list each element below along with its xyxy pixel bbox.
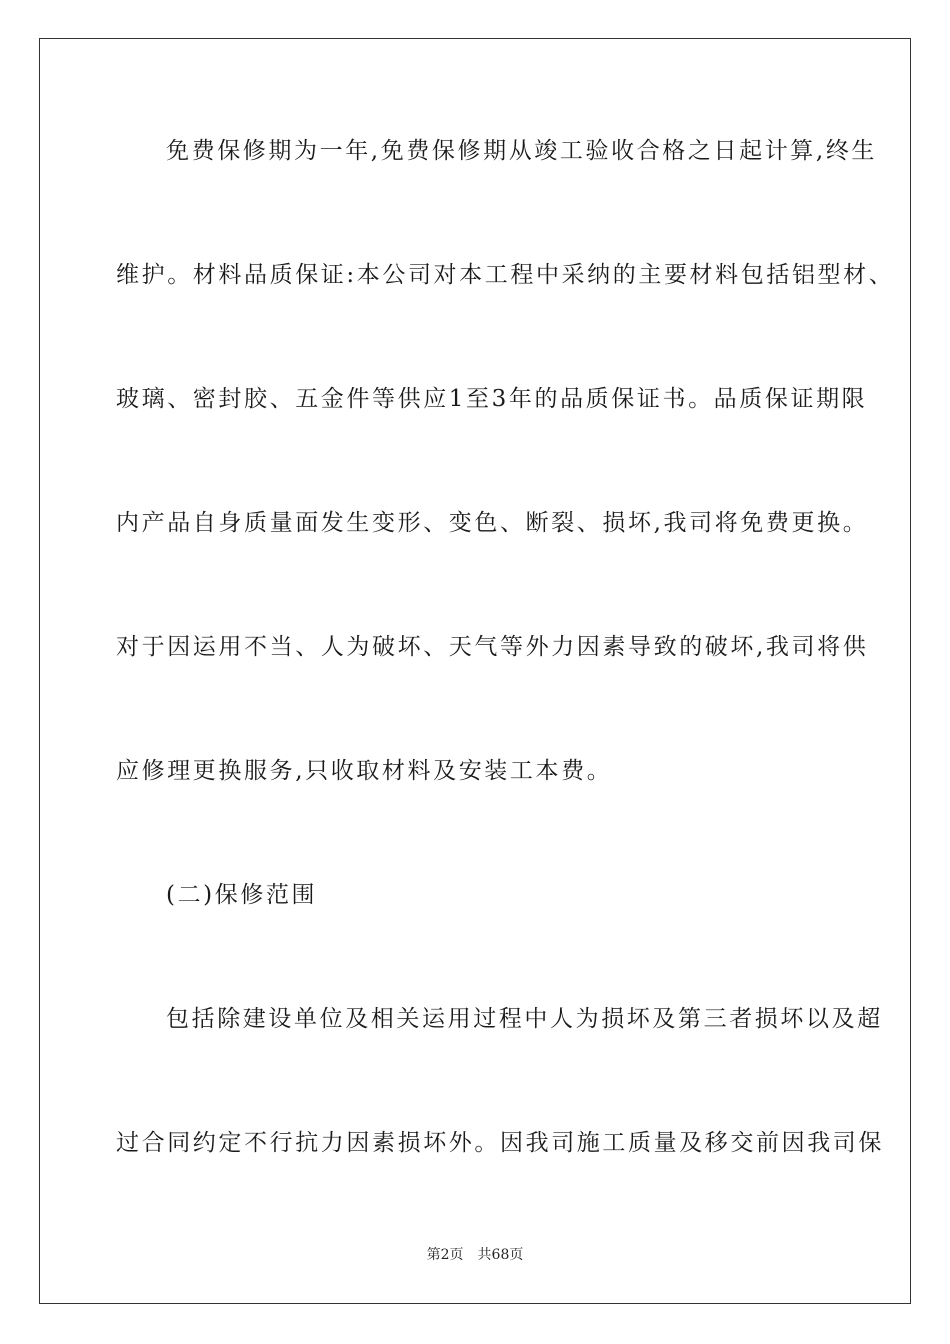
section-heading: (二)保修范围 <box>166 882 318 908</box>
paragraph-line-4: 内产品自身质量面发生变形、变色、断裂、损坏,我司将免费更换。 <box>116 510 869 536</box>
page-footer <box>0 1244 950 1264</box>
paragraph-line-6: 应修理更换服务,只收取材料及安装工本费。 <box>116 758 613 784</box>
paragraph-line-3: 玻璃、密封胶、五金件等供应1至3年的品质保证书。品质保证期限 <box>116 386 868 412</box>
page-number: 第2页 <box>426 1247 464 1263</box>
paragraph-line-5: 对于因运用不当、人为破坏、天气等外力因素导致的破坏,我司将供 <box>116 634 869 660</box>
paragraph-line-7: 包括除建设单位及相关运用过程中人为损坏及第三者损坏以及超 <box>166 1006 883 1032</box>
paragraph-line-1: 免费保修期为一年,免费保修期从竣工验收合格之日起计算,终生 <box>166 138 878 164</box>
paragraph-line-8: 过合同约定不行抗力因素损坏外。因我司施工质量及移交前因我司保 <box>116 1130 884 1156</box>
paragraph-line-2: 维护。材料品质保证:本公司对本工程中采纳的主要材料包括铝型材、 <box>116 262 895 288</box>
page-total: 共68页 <box>477 1247 524 1263</box>
page-border <box>39 38 911 1304</box>
